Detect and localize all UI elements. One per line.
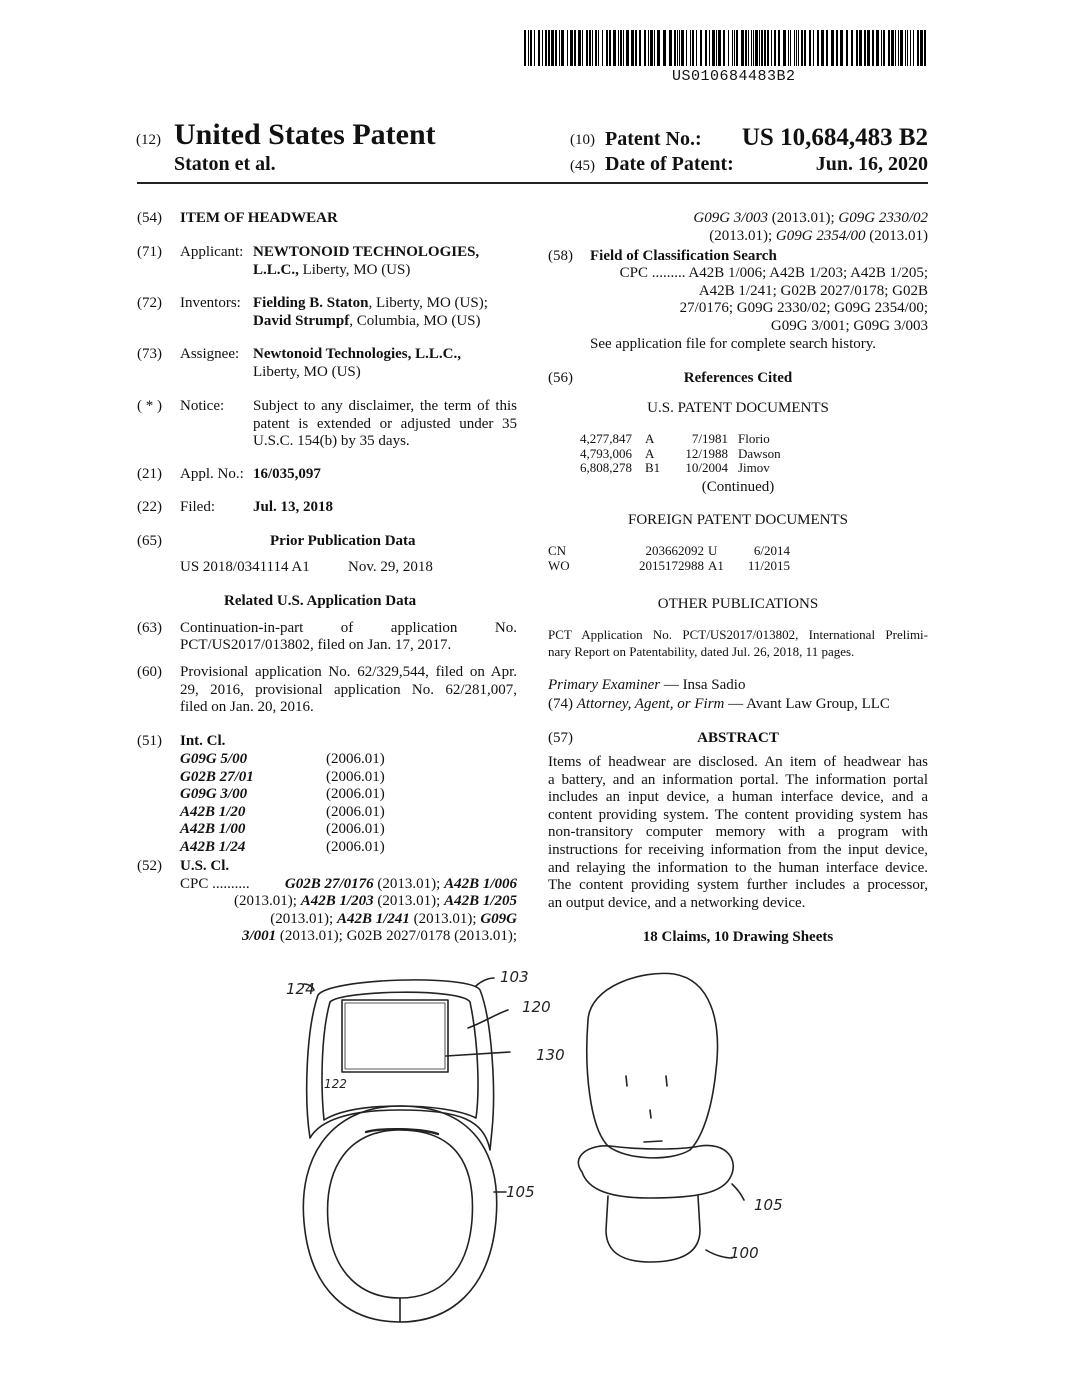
barcode-bar	[542, 30, 543, 66]
f60-line-1: Provisional application No. 62/329,544, filed on Apr.	[180, 664, 517, 680]
related-heading: Related U.S. Application Data	[224, 593, 417, 609]
f63-line-2: PCT/US2017/013802, filed on Jan. 17, 2017.	[180, 637, 452, 653]
code-73: (73)	[137, 346, 162, 362]
code-52: (52)	[137, 858, 162, 874]
barcode-bar	[538, 30, 540, 66]
foreign-date: 6/2014	[753, 543, 790, 558]
barcode-bar	[606, 30, 608, 66]
code-72: (72)	[137, 295, 162, 311]
barcode-bar	[712, 30, 715, 66]
examiner-label: Primary Examiner	[548, 677, 661, 693]
code-45: (45)	[570, 158, 595, 174]
label-120: 120	[522, 998, 551, 1016]
applicant-llc: L.L.C.,	[253, 262, 299, 278]
other-pub-line-2: nary Report on Patentability, dated Jul. 26, 2018, 11 pages.	[548, 644, 855, 659]
barcode-bar	[677, 30, 678, 66]
notice-line-3: U.S.C. 154(b) by 35 days.	[253, 433, 410, 449]
foreign-kind: U	[708, 543, 718, 558]
barcode-bar	[846, 30, 848, 66]
barcode-bar	[657, 30, 660, 66]
inventor-1	[253, 294, 488, 312]
barcode-bar	[555, 30, 557, 66]
code-21: (21)	[137, 466, 162, 482]
applicant-location: Liberty, MO (US)	[298, 262, 411, 278]
us-cl-code: A42B 1/203	[300, 893, 374, 909]
barcode-bar	[796, 30, 797, 66]
head-outline	[587, 973, 718, 1157]
barcode-bar	[851, 30, 853, 66]
int-cl-version: (2006.01)	[326, 768, 385, 785]
barcode-bar	[589, 30, 591, 66]
code-74: (74)	[548, 696, 573, 712]
code-60: (60)	[137, 664, 162, 680]
ref-name: Jimov	[738, 460, 770, 476]
foreign-country: WO	[548, 557, 570, 573]
code-12: (12)	[136, 132, 161, 148]
barcode-bar	[530, 30, 532, 66]
barcode-bar	[609, 30, 611, 66]
code-56: (56)	[548, 370, 573, 386]
foreign-docs-heading: FOREIGN PATENT DOCUMENTS	[627, 512, 849, 528]
barcode-bar	[635, 30, 637, 66]
barcode-bar	[790, 30, 791, 66]
patent-date: Jun. 16, 2020	[815, 153, 928, 175]
inventor-1-name: Fielding B. Staton	[253, 295, 369, 311]
abstract-line: The content providing system further includes a processor,	[548, 877, 928, 894]
code-57: (57)	[548, 730, 573, 746]
face-eye-left	[626, 1076, 627, 1086]
barcode-bar	[898, 30, 899, 66]
field-search-line-2: A42B 1/241; G02B 2027/0178; G02B	[698, 283, 928, 299]
prior-pub-date: Nov. 29, 2018	[348, 559, 433, 575]
headwear-shell-outer	[307, 980, 494, 1150]
barcode-bar	[840, 30, 843, 66]
barcode-bar	[895, 30, 896, 66]
barcode-bar	[705, 30, 707, 66]
barcode-bar	[586, 30, 588, 66]
ref-kind: A	[645, 431, 655, 446]
notice-line-2: patent is extended or adjusted under 35	[253, 416, 517, 432]
item-title: ITEM OF HEADWEAR	[180, 210, 338, 226]
barcode-bar	[748, 30, 749, 66]
claims-summary: 18 Claims, 10 Drawing Sheets	[642, 929, 834, 945]
barcode-bar	[561, 30, 564, 66]
barcode-bar	[551, 30, 554, 66]
barcode-bar	[686, 30, 687, 66]
field-search-line-1: CPC ......... A42B 1/006; A42B 1/203; A42B 1/205;	[619, 265, 928, 281]
barcode-bar	[574, 30, 576, 66]
face-eye-right	[666, 1076, 667, 1086]
abstract-line: an output device, and a networking device.	[548, 894, 806, 911]
ref-date: 7/1981	[691, 431, 728, 446]
barcode-bar	[728, 30, 729, 66]
barcode-bar	[618, 30, 619, 66]
barcode-bar	[783, 30, 786, 66]
barcode-bar	[623, 30, 624, 66]
examiner-dash: —	[660, 677, 683, 693]
int-cl-version: (2006.01)	[326, 786, 385, 803]
barcode-bar	[745, 30, 747, 66]
field-search-line-3: 27/0176; G09G 2330/02; G09G 2354/00;	[679, 300, 928, 316]
patent-authors: Staton et al.	[174, 153, 276, 175]
f63-line-1: Continuation-in-part of application No.	[180, 620, 517, 636]
barcode-bar	[741, 30, 744, 66]
barcode-bar	[613, 30, 616, 66]
barcode-bar	[883, 30, 885, 66]
foreign-number: 203662092	[645, 543, 704, 558]
barcode-bar	[920, 30, 923, 66]
display-screen-inner	[345, 1003, 445, 1069]
barcode-bar	[774, 30, 776, 66]
code-63: (63)	[137, 620, 162, 636]
barcode-bar	[917, 30, 919, 66]
abstract-line: a battery, and an information portal. The information portal	[548, 771, 928, 788]
barcode-bar	[582, 30, 583, 66]
abstract-line: and relaying the information to the human interface device.	[548, 859, 928, 876]
barcode-bar	[910, 30, 911, 66]
barcode-bar	[723, 30, 725, 66]
other-pub-line-1: PCT Application No. PCT/US2017/013802, International Prelimi-	[548, 627, 928, 642]
int-cl-code: G09G 3/00	[180, 786, 248, 803]
head-ring-inner	[328, 1130, 473, 1298]
cpc-cont-line-1	[548, 209, 928, 227]
cpc-code: G09G 2330/02	[838, 210, 928, 226]
neck-base	[606, 1196, 700, 1262]
foreign-kind: A1	[708, 557, 724, 573]
barcode-bar	[626, 30, 629, 66]
barcode-bar	[718, 30, 721, 66]
head-ring-outer	[303, 1106, 496, 1322]
barcode-bar	[755, 30, 758, 66]
barcode-bar	[905, 30, 906, 66]
us-cl-line-3	[180, 910, 517, 928]
label-130: 130	[536, 1046, 565, 1064]
barcode-bar	[696, 30, 697, 66]
code-71: (71)	[137, 244, 162, 260]
label-100: 100	[730, 1244, 759, 1262]
inventors-label: Inventors:	[180, 295, 241, 311]
abstract-heading: ABSTRACT	[697, 730, 779, 746]
us-cl-ver: (2013.01);	[373, 893, 445, 909]
int-cl-code: G02B 27/01	[180, 768, 254, 785]
continued-note: (Continued)	[701, 479, 775, 495]
applicant-label: Applicant:	[180, 244, 244, 260]
barcode-bar	[831, 30, 834, 66]
applicant-line2	[253, 261, 410, 279]
code-10: (10)	[570, 132, 595, 148]
us-cl-line-1	[180, 875, 517, 893]
barcode-bar	[620, 30, 622, 66]
header-rule	[137, 182, 928, 184]
us-cl-heading: U.S. Cl.	[180, 858, 230, 874]
examiner-line	[548, 676, 745, 694]
cpc-prefix: CPC ..........	[180, 876, 250, 892]
barcode-bar	[913, 30, 914, 66]
assignee-name: Newtonoid Technologies, L.L.C.,	[253, 346, 461, 362]
barcode-bar	[602, 30, 603, 66]
barcode-bar	[650, 30, 653, 66]
barcode-bar	[674, 30, 676, 66]
barcode-bar	[567, 30, 568, 66]
barcode-bar	[669, 30, 672, 66]
date-label: Date of Patent:	[605, 153, 734, 175]
barcode-bar	[732, 30, 733, 66]
barcode-bar	[654, 30, 655, 66]
barcode-bar	[524, 30, 526, 66]
applicant-name: NEWTONOID TECHNOLOGIES,	[253, 244, 480, 260]
ref-kind: B1	[645, 460, 661, 476]
barcode-bar	[809, 30, 811, 66]
cpc-ver: (2013.01);	[709, 228, 776, 244]
us-docs-heading: U.S. PATENT DOCUMENTS	[647, 400, 829, 416]
field-search-heading: Field of Classification Search	[590, 248, 777, 264]
int-cl-version: (2006.01)	[326, 803, 385, 820]
references-heading: References Cited	[683, 370, 793, 386]
neck-ring	[578, 1145, 733, 1198]
foreign-number: 2015172988	[639, 557, 704, 573]
barcode-bar	[700, 30, 702, 66]
us-cl-ver: (2013.01);	[270, 911, 337, 927]
barcode-bar	[804, 30, 806, 66]
ref-number: 6,808,278	[580, 460, 632, 476]
assignee-label: Assignee:	[180, 346, 240, 362]
barcode-bar	[891, 30, 894, 66]
abstract-line: non-transitory computer memory with a program with	[548, 824, 928, 841]
barcode-bar	[639, 30, 641, 66]
barcode-bar	[595, 30, 597, 66]
cpc-ver: (2013.01);	[767, 210, 839, 226]
barcode-bar	[759, 30, 760, 66]
us-cl-code: G09G	[480, 911, 517, 927]
barcode-bar	[924, 30, 926, 66]
us-cl-code: A42B 1/241	[336, 911, 410, 927]
int-cl-code: G09G 5/00	[180, 751, 248, 767]
barcode	[524, 30, 928, 66]
int-cl-version: (2006.01)	[326, 839, 385, 855]
appl-no: 16/035,097	[253, 466, 321, 482]
inventor-1-location: , Liberty, MO (US);	[368, 295, 488, 311]
face-mouth	[644, 1141, 662, 1142]
prior-pub-heading: Prior Publication Data	[270, 533, 416, 549]
int-cl-version: (2006.01)	[326, 821, 385, 838]
us-cl-line-2	[180, 892, 517, 910]
int-cl-code: A42B 1/00	[180, 821, 246, 838]
us-cl-code: A42B 1/205	[444, 893, 517, 909]
barcode-bar	[545, 30, 547, 66]
barcode-bar	[761, 30, 763, 66]
notice-line-1: Subject to any disclaimer, the term of this	[253, 398, 517, 414]
foreign-country: CN	[548, 543, 567, 558]
barcode-bar	[907, 30, 908, 66]
face-nose	[650, 1110, 651, 1118]
abstract-line: includes an input device, a human interface device, and a	[548, 789, 928, 806]
barcode-bar	[764, 30, 766, 66]
attorney-label: Attorney, Agent, or Firm	[576, 696, 725, 712]
barcode-bar	[872, 30, 874, 66]
barcode-bar	[798, 30, 799, 66]
code-notice: ( * )	[137, 398, 162, 414]
barcode-bar	[648, 30, 649, 66]
barcode-bar	[778, 30, 780, 66]
us-cl-code: G02B 27/0176	[284, 876, 374, 892]
barcode-bar	[864, 30, 866, 66]
inventor-2	[253, 312, 481, 330]
ref-date: 10/2004	[685, 460, 728, 476]
code-58: (58)	[548, 248, 573, 264]
barcode-bar	[900, 30, 903, 66]
ref-number: 4,277,847	[580, 431, 632, 446]
barcode-number: US010684483B2	[672, 68, 796, 85]
f60-line-3: filed on Jan. 20, 2016.	[180, 699, 314, 715]
int-cl-code: A42B 1/20	[180, 803, 246, 820]
abstract-line: instructions for receiving information from the input device,	[548, 842, 928, 858]
barcode-bar	[734, 30, 735, 66]
label-124: 124	[286, 980, 315, 998]
barcode-bar	[751, 30, 752, 66]
filed-label: Filed:	[180, 499, 216, 515]
code-54: (54)	[137, 210, 162, 226]
barcode-bar	[716, 30, 717, 66]
us-cl-code: 3/001	[242, 928, 277, 944]
barcode-bar	[881, 30, 882, 66]
barcode-bar	[559, 30, 560, 66]
patent-no: US 10,684,483 B2	[741, 124, 928, 151]
ref-name: Florio	[738, 431, 770, 446]
foreign-date: 11/2015	[747, 557, 790, 573]
f60-line-2: 29, 2016, provisional application No. 62/281,007,	[180, 682, 517, 698]
barcode-bar	[592, 30, 593, 66]
barcode-bar	[663, 30, 666, 66]
abstract-line: content providing system. The content providing system has	[548, 806, 928, 823]
barcode-bar	[817, 30, 819, 66]
us-cl-ver: (2013.01);	[373, 876, 445, 892]
code-22: (22)	[137, 499, 162, 515]
attorney-dash: —	[724, 696, 747, 712]
patent-title: United States Patent	[174, 118, 436, 151]
barcode-bar	[813, 30, 814, 66]
other-pubs-heading: OTHER PUBLICATIONS	[657, 596, 819, 612]
int-cl-heading: Int. Cl.	[180, 733, 226, 749]
barcode-bar	[736, 30, 738, 66]
examiner-name: Insa Sadio	[682, 677, 746, 693]
barcode-bar	[836, 30, 838, 66]
barcode-bar	[690, 30, 691, 66]
attorney-line	[548, 695, 890, 713]
barcode-bar	[867, 30, 870, 66]
barcode-bar	[692, 30, 694, 66]
notice-label: Notice:	[180, 398, 225, 414]
barcode-bar	[709, 30, 710, 66]
barcode-bar	[826, 30, 828, 66]
barcode-bar	[681, 30, 684, 66]
field-search-line-4: G09G 3/001; G09G 3/003	[770, 318, 928, 334]
barcode-bar	[534, 30, 535, 66]
barcode-bar	[771, 30, 772, 66]
barcode-bar	[528, 30, 529, 66]
barcode-bar	[767, 30, 769, 66]
inventor-2-location: , Columbia, MO (US)	[349, 313, 481, 329]
barcode-bar	[856, 30, 858, 66]
barcode-bar	[821, 30, 824, 66]
abstract-line: Items of headwear are disclosed. An item of headwear has	[548, 754, 928, 770]
us-cl-code: A42B 1/006	[444, 876, 517, 892]
barcode-bar	[679, 30, 680, 66]
display-screen	[342, 1000, 448, 1072]
label-103: 103	[500, 968, 529, 986]
cpc-ver: (2013.01)	[865, 228, 928, 244]
barcode-bar	[859, 30, 862, 66]
barcode-bar	[788, 30, 789, 66]
barcode-bar	[570, 30, 573, 66]
label-105-left: 105	[506, 1183, 535, 1201]
label-122: 122	[324, 1077, 347, 1091]
code-51: (51)	[137, 733, 162, 749]
barcode-bar	[801, 30, 803, 66]
patent-drawing	[270, 960, 830, 1340]
appl-no-label: Appl. No.:	[180, 466, 244, 482]
int-cl-code: A42B 1/24	[180, 839, 246, 855]
barcode-bar	[644, 30, 646, 66]
ref-name: Dawson	[738, 445, 781, 461]
patent-no-label: Patent No.:	[605, 128, 702, 150]
barcode-bar	[598, 30, 599, 66]
int-cl-version: (2006.01)	[326, 751, 385, 767]
barcode-bar	[631, 30, 634, 66]
code-65: (65)	[137, 533, 162, 549]
barcode-bar	[888, 30, 890, 66]
field-search-note: See application file for complete search history.	[590, 336, 877, 352]
barcode-bar	[794, 30, 795, 66]
us-cl-ver: (2013.01);	[409, 911, 481, 927]
ref-date: 12/1988	[685, 445, 728, 461]
attorney-name: Avant Law Group, LLC	[746, 696, 890, 712]
assignee-location: Liberty, MO (US)	[253, 364, 361, 380]
prior-pub-number: US 2018/0341114 A1	[180, 559, 310, 575]
cpc-code: G09G 2354/00	[775, 228, 866, 244]
inventor-2-name: David Strumpf	[253, 313, 350, 329]
ref-number: 4,793,006	[580, 445, 632, 461]
barcode-bar	[876, 30, 879, 66]
label-105-right: 105	[754, 1196, 783, 1214]
barcode-bar	[578, 30, 581, 66]
us-cl-ver: (2013.01); G02B 2027/0178 (2013.01);	[276, 928, 517, 944]
us-cl-ver: (2013.01);	[234, 893, 301, 909]
cpc-cont-line-2	[548, 227, 928, 245]
cpc-code: G09G 3/003	[693, 210, 768, 226]
barcode-bar	[548, 30, 550, 66]
ref-kind: A	[645, 445, 655, 461]
us-cl-line-4	[180, 927, 517, 945]
barcode-bar	[753, 30, 754, 66]
filed-date: Jul. 13, 2018	[253, 499, 334, 515]
